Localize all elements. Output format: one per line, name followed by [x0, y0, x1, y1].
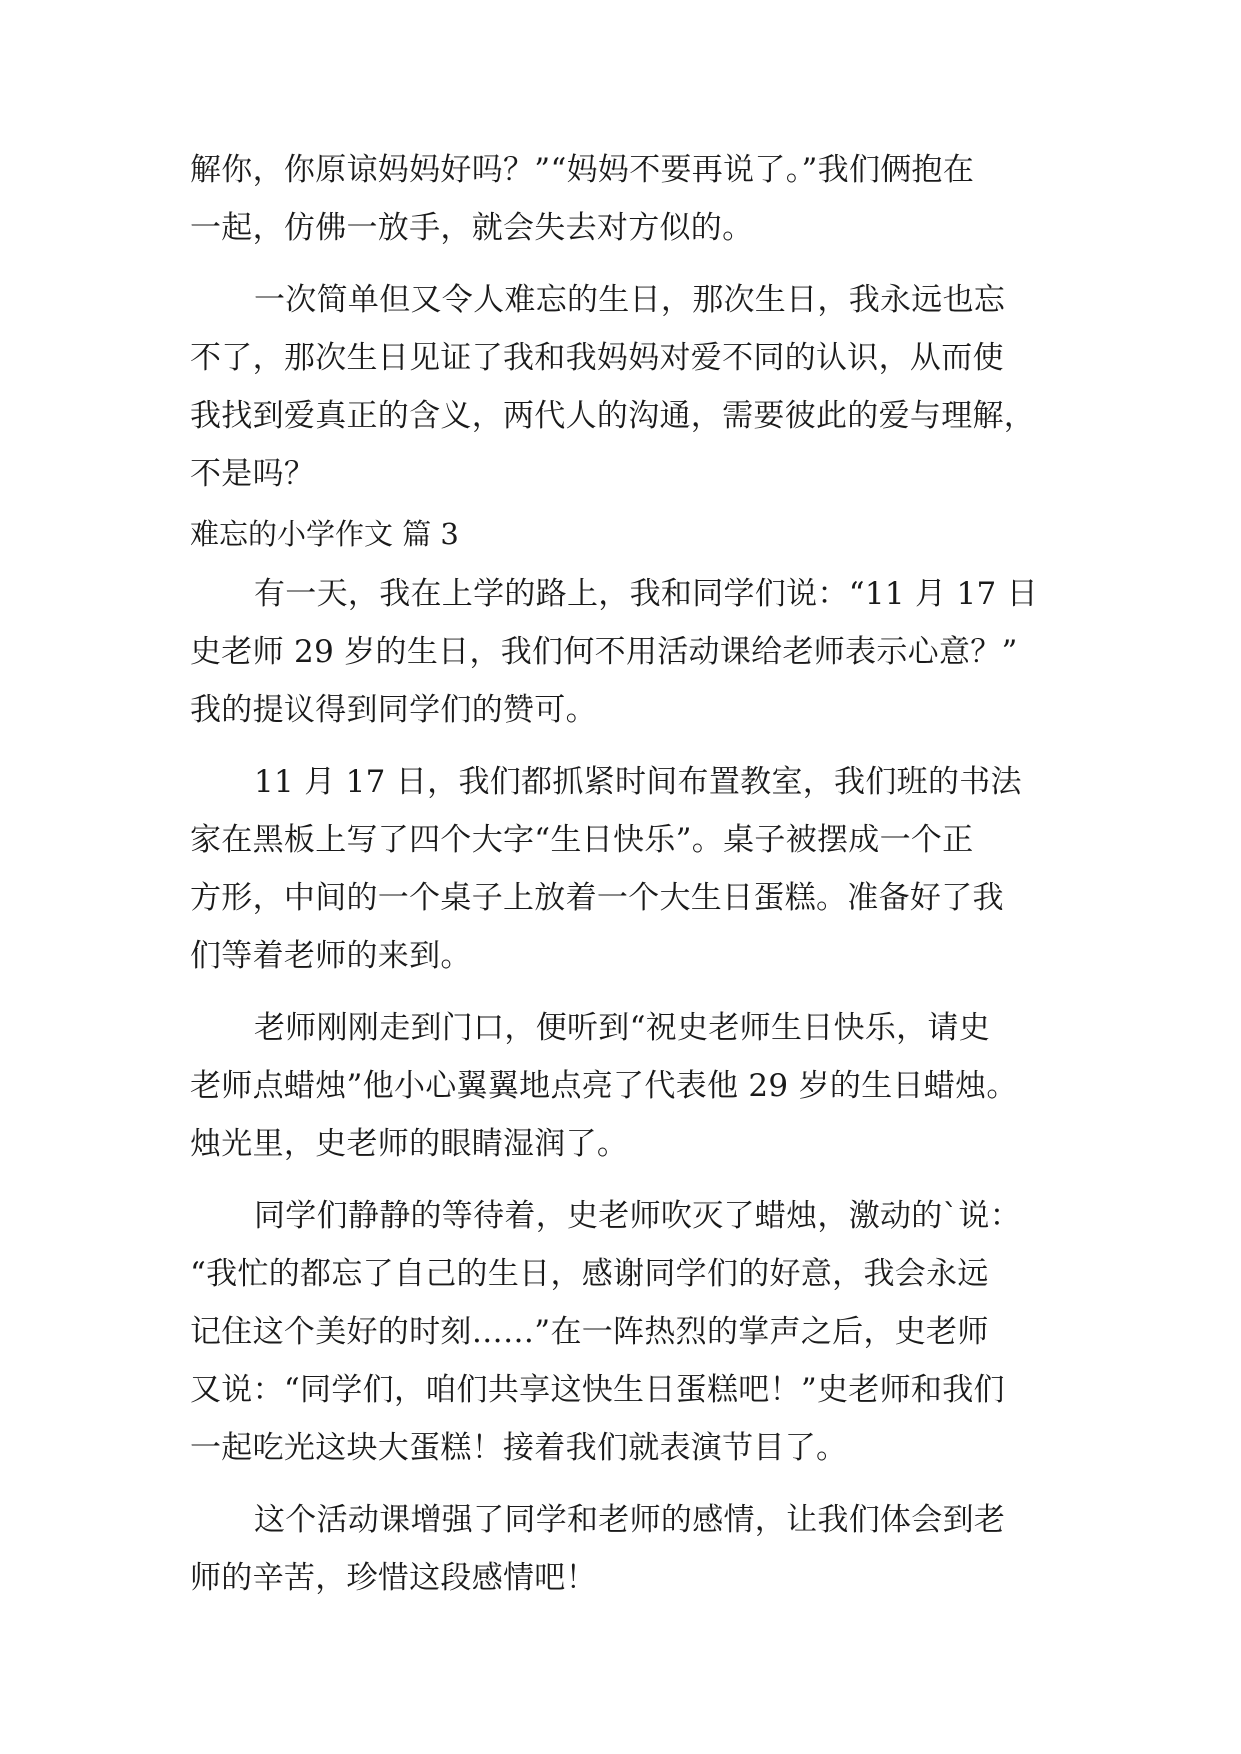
text-line: 有一天，我在上学的路上，我和同学们说：“11 月 17 日 [254, 576, 1039, 612]
text-line: 一起吃光这块大蛋糕！接着我们就表演节目了。 [190, 1430, 848, 1466]
text-line: 解你，你原谅妈妈好吗？”“妈妈不要再说了。”我们俩抱在 [190, 152, 975, 188]
text-line: “我忙的都忘了自己的生日，感谢同学们的好意，我会永远 [190, 1256, 989, 1292]
text-line: 师的辛苦，珍惜这段感情吧！ [190, 1560, 597, 1596]
text-line: 记住这个美好的时刻……”在一阵热烈的掌声之后，史老师 [190, 1314, 989, 1350]
text-line: 们等着老师的来到。 [190, 938, 472, 974]
text-line: 我的提议得到同学们的赞可。 [190, 692, 597, 728]
text-line: 老师点蜡烛”他小心翼翼地点亮了代表他 29 岁的生日蜡烛。 [190, 1068, 1018, 1104]
text-line: 家在黑板上写了四个大字“生日快乐”。桌子被摆成一个正 [190, 822, 974, 858]
text-line: 同学们静静的等待着，史老师吹灭了蜡烛，激动的`说： [254, 1198, 1021, 1234]
text-line: 这个活动课增强了同学和老师的感情，让我们体会到老 [254, 1502, 1006, 1538]
text-line: 一次简单但又令人难忘的生日，那次生日，我永远也忘 [254, 282, 1006, 318]
text-line: 又说：“同学们，咱们共享这快生日蛋糕吧！”史老师和我们 [190, 1372, 1005, 1408]
text-line: 11 月 17 日，我们都抓紧时间布置教室，我们班的书法 [254, 764, 1022, 800]
text-line: 史老师 29 岁的生日，我们何不用活动课给老师表示心意？” [190, 634, 1018, 670]
section-heading: 难忘的小学作文 篇 3 [190, 517, 459, 551]
text-line: 烛光里，史老师的眼睛湿润了。 [190, 1126, 629, 1162]
text-line: 一起，仿佛一放手，就会失去对方似的。 [190, 210, 754, 246]
text-line: 老师刚刚走到门口，便听到“祝史老师生日快乐，请史 [254, 1010, 991, 1046]
text-line: 方形，中间的一个桌子上放着一个大生日蛋糕。准备好了我 [190, 880, 1004, 916]
text-line: 不了，那次生日见证了我和我妈妈对爱不同的认识，从而使 [190, 340, 1004, 376]
text-line: 不是吗？ [190, 456, 316, 492]
text-line: 我找到爱真正的含义，两代人的沟通，需要彼此的爱与理解， [190, 398, 1036, 434]
